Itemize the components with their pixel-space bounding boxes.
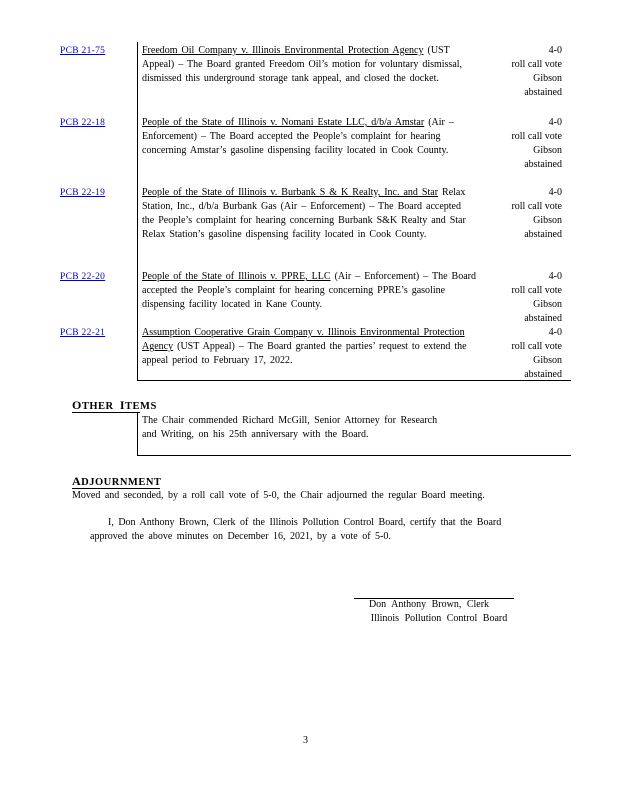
case-description bbox=[142, 270, 477, 312]
vote-type: roll call vote bbox=[511, 341, 562, 352]
abstain-label: abstained bbox=[524, 369, 562, 380]
vote-count: 4-0 bbox=[548, 187, 562, 198]
case-body: Relax Station, Inc., d/b/a Burbank Gas (Air – Enforcement) – The Board accepted the People’s complaint for hearing concerning Burbank S&K Realty and Star Relax Station’s gasoline dispensing facility located in Cook County. bbox=[142, 187, 466, 240]
vote-block bbox=[490, 270, 562, 326]
vote-block bbox=[490, 116, 562, 172]
vote-type: roll call vote bbox=[511, 285, 562, 296]
abstain-name: Gibson bbox=[533, 355, 562, 366]
abstain-label: abstained bbox=[524, 87, 562, 98]
other-items-text: The Chair commended Richard McGill, Senior Attorney for Research and Writing, on his 25th anniversary with the Board. bbox=[142, 415, 438, 440]
vote-block bbox=[490, 326, 562, 382]
case-description bbox=[142, 116, 477, 158]
certification-text: I, Don Anthony Brown, Clerk of the Illinois Pollution Control Board, certify that the Board approved the above minutes on December 16, 2021, by a vote of 5-0. bbox=[90, 517, 502, 542]
signature-org: Illinois Pollution Control Board bbox=[370, 613, 508, 624]
case-title: People of the State of Illinois v. Nomani Estate LLC, d/b/a Amstar bbox=[142, 117, 425, 128]
abstain-label: abstained bbox=[524, 229, 562, 240]
case-link[interactable]: PCB 22-19 bbox=[60, 188, 106, 198]
case-body: (UST Appeal) – The Board granted the parties’ request to extend the appeal period to February 17, 2022. bbox=[142, 341, 467, 366]
case-description bbox=[142, 326, 477, 368]
vote-count: 4-0 bbox=[548, 327, 562, 338]
case-description bbox=[142, 186, 477, 242]
signature-name: Don Anthony Brown, Clerk bbox=[368, 599, 490, 610]
case-link[interactable]: PCB 22-21 bbox=[60, 328, 106, 338]
case-title: Freedom Oil Company v. Illinois Environmental Protection Agency bbox=[142, 45, 424, 56]
vote-type: roll call vote bbox=[511, 131, 562, 142]
other-items-heading: OTHER ITEMS bbox=[72, 398, 157, 412]
case-title: People of the State of Illinois v. PPRE, LLC bbox=[142, 271, 331, 282]
case-table-bottom-rule bbox=[137, 380, 571, 381]
other-items-bottom-rule bbox=[137, 455, 571, 456]
case-body: (Air – Enforcement) – The Board accepted the People’s complaint for hearing concerning Amstar’s gasoline dispensing facility located in Cook County. bbox=[142, 117, 454, 156]
abstain-label: abstained bbox=[524, 159, 562, 170]
case-title: Assumption Cooperative Grain Company v. Illinois Environmental Protection Agency bbox=[142, 327, 465, 352]
abstain-label: abstained bbox=[524, 313, 562, 324]
abstain-name: Gibson bbox=[533, 299, 562, 310]
case-column-divider bbox=[137, 42, 138, 380]
case-description bbox=[142, 44, 477, 86]
vote-type: roll call vote bbox=[511, 201, 562, 212]
vote-block bbox=[490, 44, 562, 100]
vote-count: 4-0 bbox=[548, 271, 562, 282]
case-link[interactable]: PCB 22-18 bbox=[60, 118, 106, 128]
vote-count: 4-0 bbox=[548, 117, 562, 128]
abstain-name: Gibson bbox=[533, 215, 562, 226]
case-body: (UST Appeal) – The Board granted Freedom Oil’s motion for voluntary dismissal, dismissed this underground storage tank appeal, and closed the docket. bbox=[142, 45, 463, 84]
vote-block bbox=[490, 186, 562, 242]
case-link[interactable]: PCB 22-20 bbox=[60, 272, 106, 282]
adjournment-text: Moved and seconded, by a roll call vote of 5-0, the Chair adjourned the regular Board meeting. bbox=[72, 490, 485, 501]
other-items-heading-rule bbox=[72, 412, 140, 413]
abstain-name: Gibson bbox=[533, 73, 562, 84]
page-number: 3 bbox=[303, 735, 308, 746]
adjournment-heading: ADJOURNMENT bbox=[72, 474, 162, 488]
vote-count: 4-0 bbox=[548, 45, 562, 56]
vote-type: roll call vote bbox=[511, 59, 562, 70]
case-body: (Air – Enforcement) – The Board accepted the People’s complaint for hearing concerning PPRE’s gasoline dispensing facility located in Kane County. bbox=[142, 271, 476, 310]
case-link[interactable]: PCB 21-75 bbox=[60, 46, 106, 56]
other-items-divider bbox=[137, 412, 138, 456]
case-title: People of the State of Illinois v. Burbank S & K Realty, Inc. and Star bbox=[142, 187, 439, 198]
abstain-name: Gibson bbox=[533, 145, 562, 156]
